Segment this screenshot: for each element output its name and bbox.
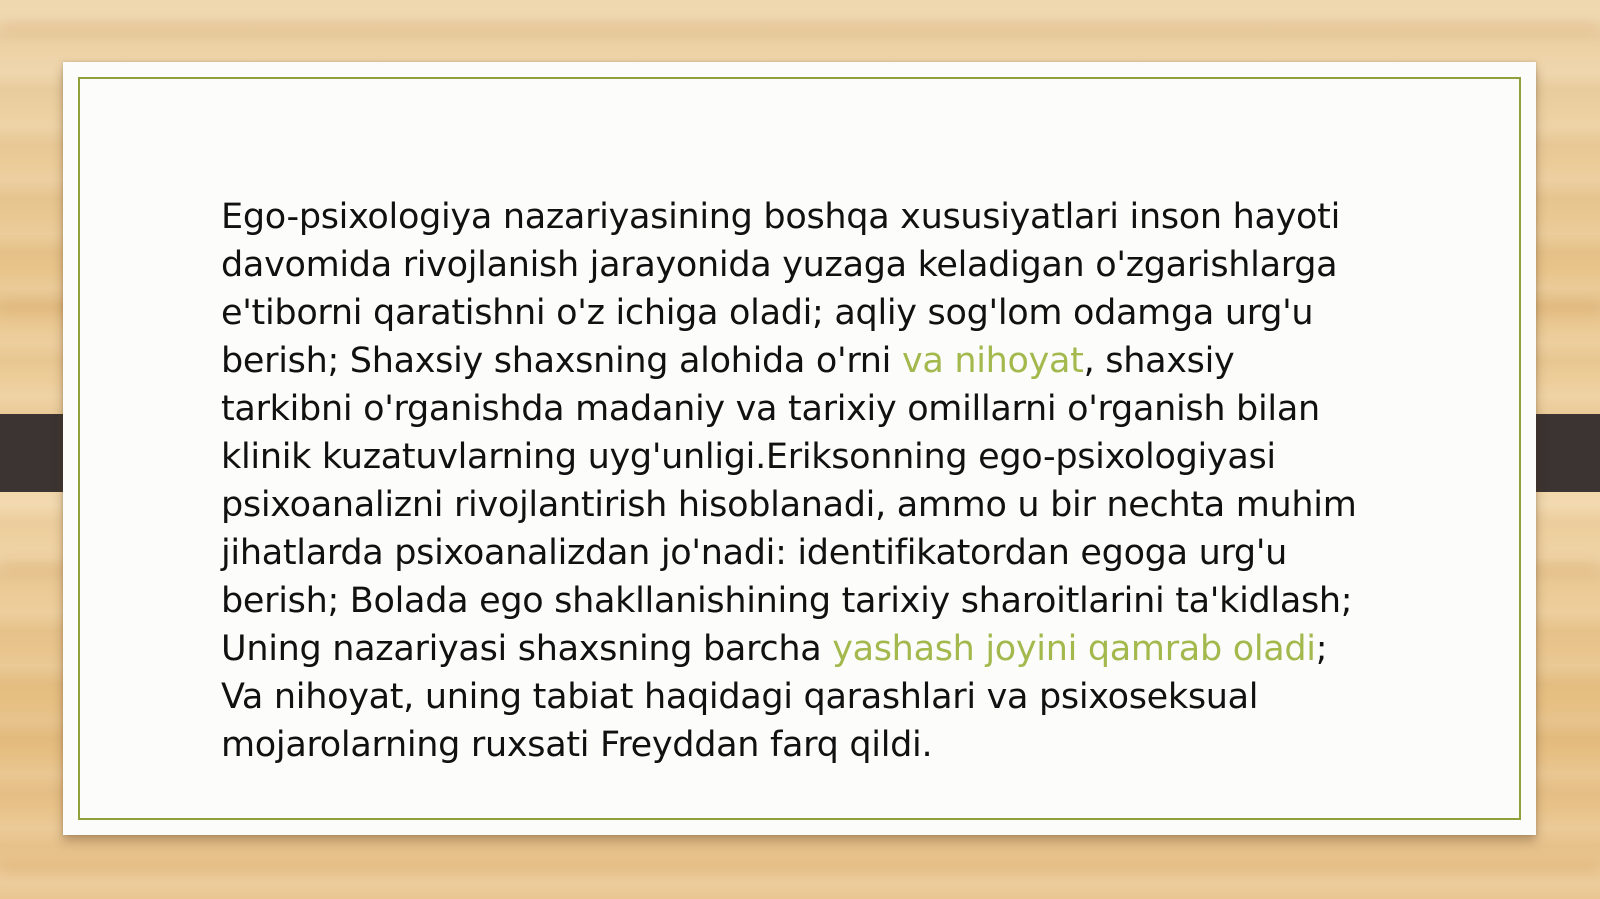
wood-grain: [0, 20, 1600, 34]
paragraph-text: Ego-psixologiya nazariyasining boshqa xususiyatlari inson hayoti davomida rivojlanish jarayonida yuzaga keladigan o'zgarishlarga e'tiborni qaratishni o'z ichiga oladi; aqliy sog'lom odamga urg'u berish; Shaxsiy shaxsning alohida o'rni: [221, 197, 1341, 381]
highlight-yashash-joyini: yashash joyini qamrab oladi: [832, 629, 1316, 669]
paragraph-text: , shaxsiy tarkibni o'rganishda madaniy va tarixiy omillarni o'rganish bilan klinik kuzatuvlarning uyg'unligi.Eriksonning ego-psixologiyasi psixoanalizni rivojlantirish hisoblanadi, ammo u bir nechta muhim jihatlarda psixoanalizdan jo'nadi: identifikatordan egoga urg'u berish; Bolada ego shakllanishining tarixiy sharoitlarini ta'kidlash; Uning nazariyasi shaxsning barcha: [221, 341, 1357, 669]
paragraph-text: ; Va nihoyat, uning tabiat haqidagi qarashlari va psixoseksual mojarolarning ruxsati Freyddan farq qildi.: [221, 629, 1328, 765]
body-paragraph: [221, 193, 1371, 769]
highlight-va-nihoyat: va nihoyat: [901, 341, 1084, 381]
wood-grain: [0, 860, 1600, 874]
